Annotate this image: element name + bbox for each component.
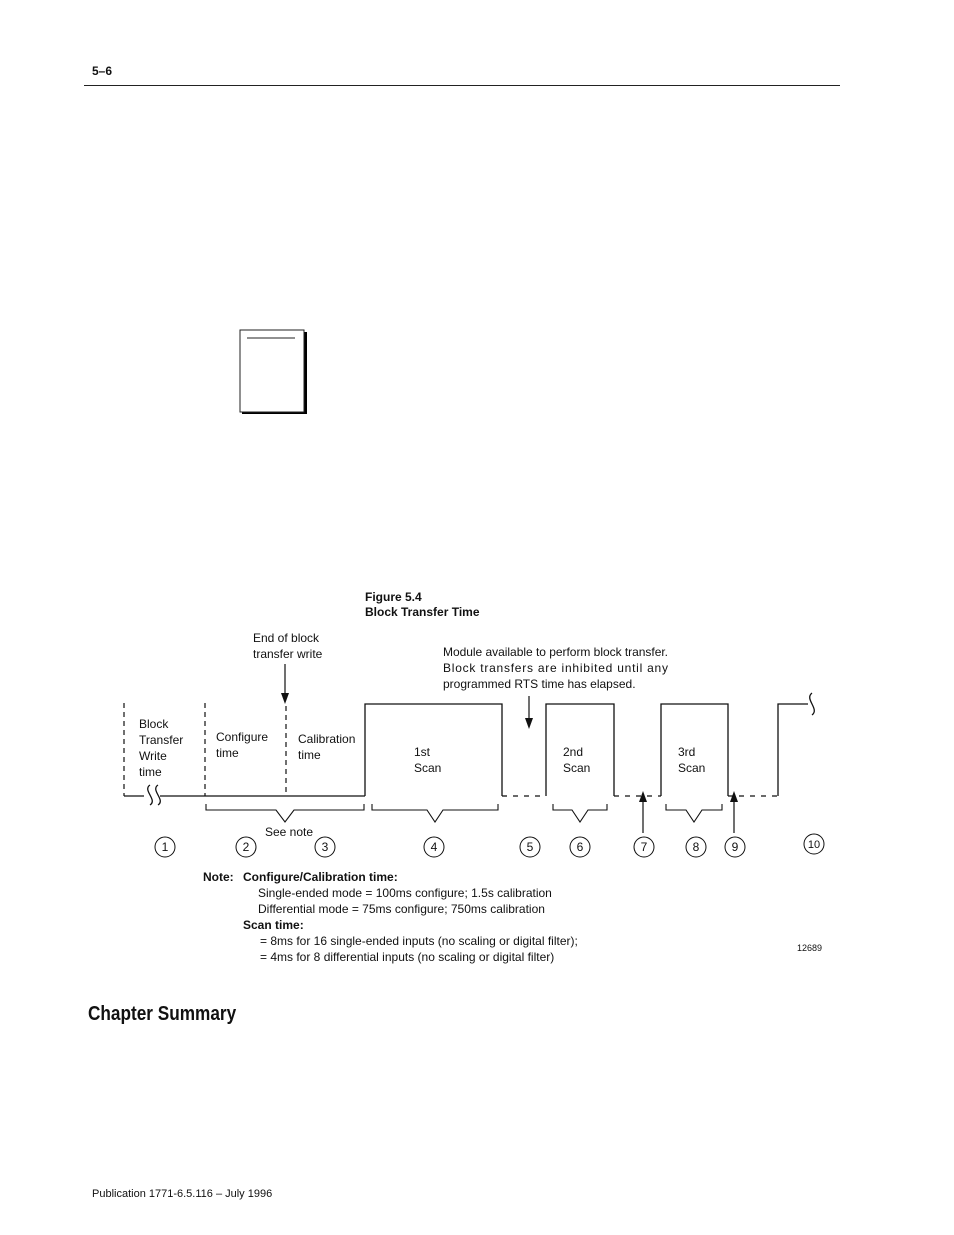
figure-number: Figure 5.4 bbox=[365, 590, 422, 604]
note-single-ended: Single-ended mode = 100ms configure; 1.5s calibration bbox=[258, 886, 552, 900]
label-scan1-1: 1st bbox=[414, 745, 431, 759]
note-scan-8: = 4ms for 8 differential inputs (no scaling or digital filter) bbox=[260, 950, 555, 964]
note-heading: Note: bbox=[203, 870, 234, 884]
label-see-note: See note bbox=[265, 825, 314, 839]
label-btw-4: time bbox=[139, 765, 162, 779]
marker-7 bbox=[634, 837, 654, 857]
label-calibration-1: Calibration bbox=[298, 732, 356, 746]
label-module-available-3: programmed RTS time has elapsed. bbox=[443, 677, 636, 691]
svg-text:2: 2 bbox=[242, 840, 250, 854]
figure-caption bbox=[365, 590, 480, 620]
footer-publication: Publication 1771-6.5.116 – July 1996 bbox=[92, 1188, 273, 1200]
block-transfer-timing-diagram bbox=[0, 620, 954, 870]
marker-3 bbox=[315, 837, 335, 857]
label-configure-2: time bbox=[216, 746, 239, 760]
svg-text:10: 10 bbox=[807, 839, 821, 851]
braces bbox=[206, 804, 722, 822]
marker-8 bbox=[686, 837, 706, 857]
note-scan-16: = 8ms for 16 single-ended inputs (no scaling or digital filter); bbox=[260, 934, 578, 948]
label-btw-2: Transfer bbox=[139, 733, 184, 747]
module-available-arrow bbox=[525, 696, 533, 729]
marker-9 bbox=[725, 837, 745, 857]
marker-9-arrow bbox=[730, 791, 738, 833]
svg-text:9: 9 bbox=[731, 840, 739, 854]
svg-text:3: 3 bbox=[321, 840, 329, 854]
section-title: Chapter Summary bbox=[88, 1003, 237, 1025]
note-differential: Differential mode = 75ms configure; 750ms calibration bbox=[258, 902, 545, 916]
figure-id: 12689 bbox=[797, 943, 823, 953]
label-module-available-2: Block transfers are inhibited until any bbox=[443, 661, 668, 675]
label-scan3-2: Scan bbox=[678, 761, 706, 775]
marker-2 bbox=[236, 837, 256, 857]
label-end-of-block-1: End of block bbox=[253, 631, 320, 645]
label-end-of-block-2: transfer write bbox=[253, 647, 323, 661]
note-config-title: Configure/Calibration time: bbox=[243, 870, 398, 884]
figure-title: Block Transfer Time bbox=[365, 605, 480, 619]
document-icon bbox=[238, 328, 310, 416]
header-rule bbox=[84, 85, 840, 86]
label-module-available-1: Module available to perform block transfer. bbox=[443, 645, 668, 659]
label-scan3-1: 3rd bbox=[678, 745, 696, 759]
svg-text:4: 4 bbox=[430, 840, 438, 854]
marker-1 bbox=[155, 837, 175, 857]
svg-text:6: 6 bbox=[576, 840, 584, 854]
label-btw-1: Block bbox=[139, 717, 169, 731]
label-btw-3: Write bbox=[139, 749, 167, 763]
marker-6 bbox=[570, 837, 590, 857]
note-scan-title: Scan time: bbox=[243, 918, 304, 932]
label-scan2-2: Scan bbox=[563, 761, 591, 775]
marker-10 bbox=[804, 834, 824, 854]
svg-text:1: 1 bbox=[161, 840, 169, 854]
end-of-block-arrow bbox=[281, 664, 289, 704]
svg-text:8: 8 bbox=[692, 840, 700, 854]
label-configure-1: Configure bbox=[216, 730, 269, 744]
marker-5 bbox=[520, 837, 540, 857]
marker-4 bbox=[424, 837, 444, 857]
label-scan1-2: Scan bbox=[414, 761, 442, 775]
figure-note bbox=[203, 869, 578, 965]
svg-text:5: 5 bbox=[526, 840, 534, 854]
label-calibration-2: time bbox=[298, 748, 321, 762]
label-scan2-1: 2nd bbox=[563, 745, 584, 759]
page-number: 5–6 bbox=[92, 64, 113, 78]
marker-7-arrow bbox=[639, 791, 647, 833]
svg-text:7: 7 bbox=[640, 840, 648, 854]
